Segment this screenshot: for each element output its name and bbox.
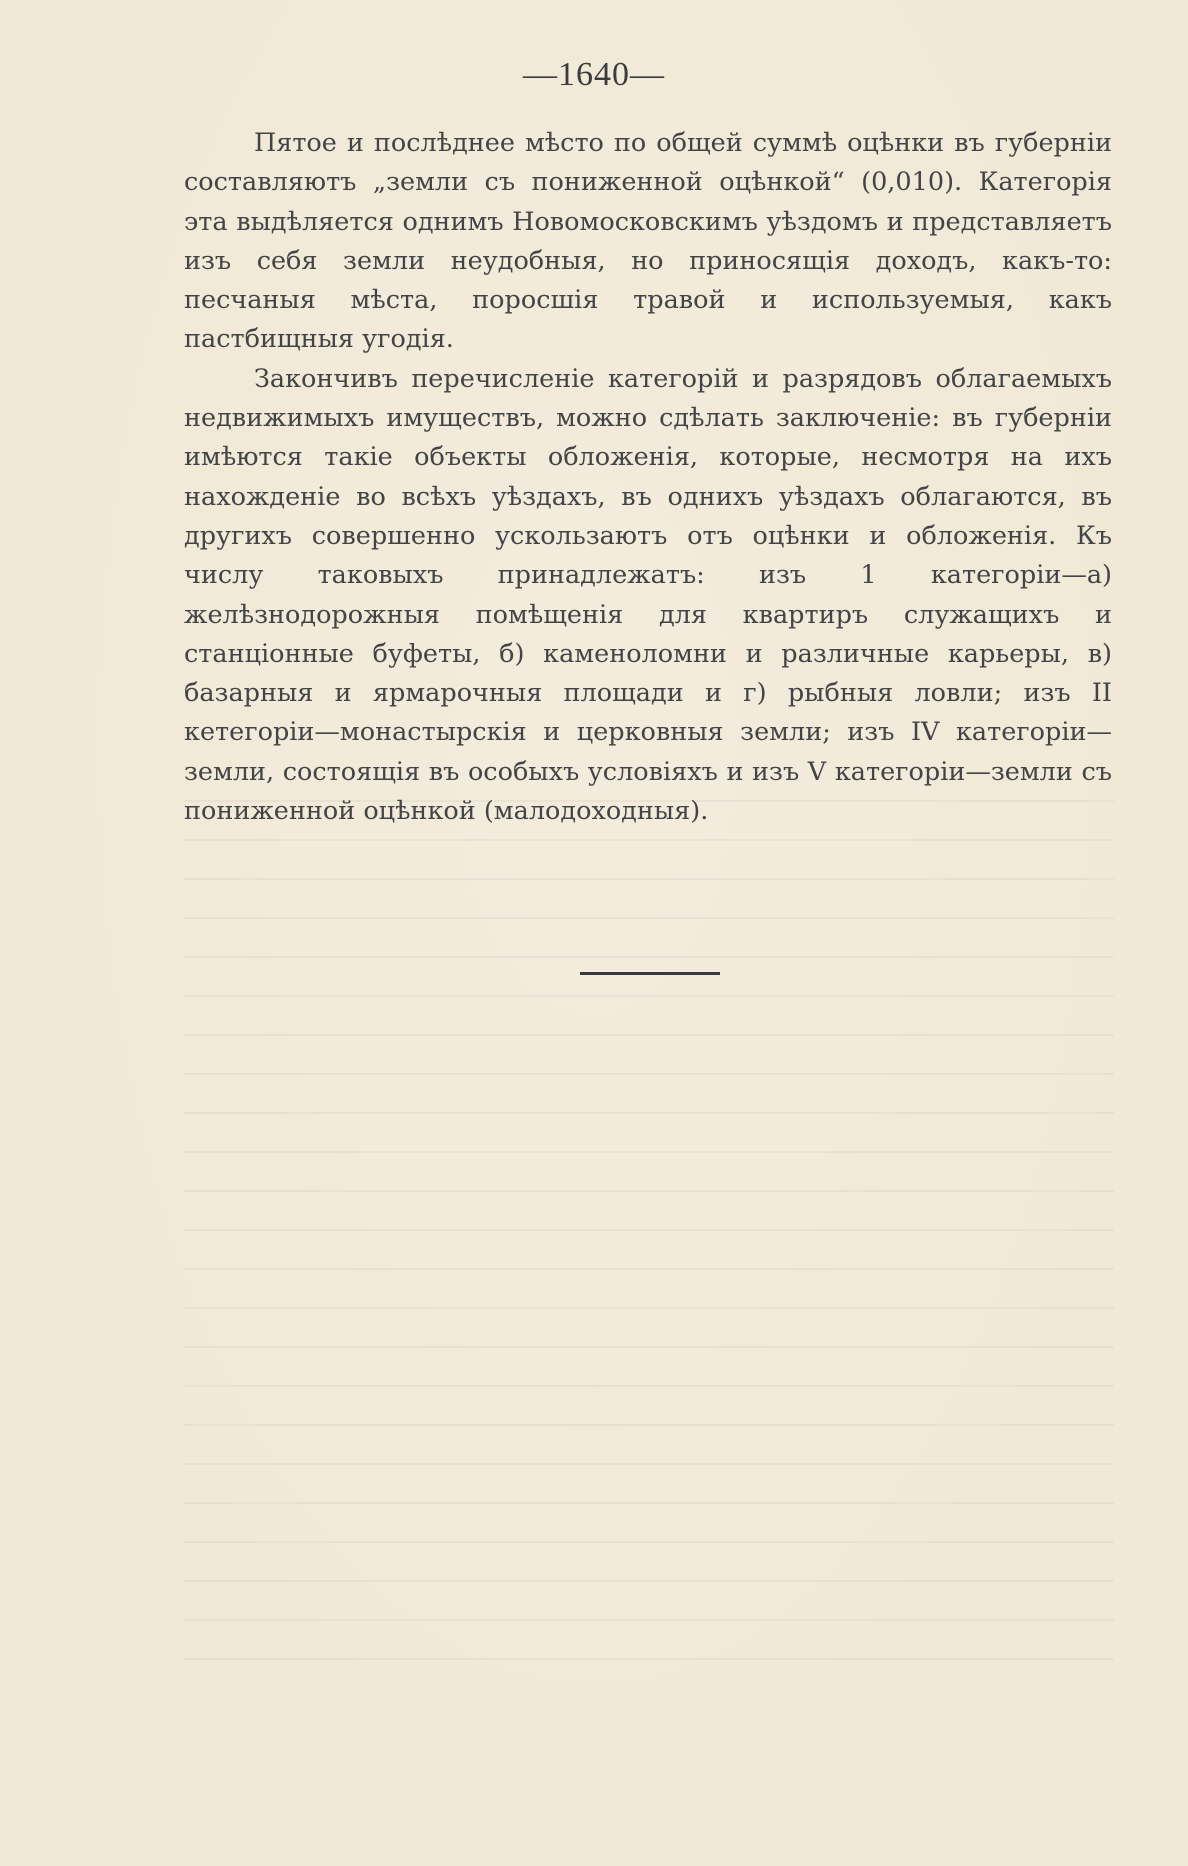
section-end-rule [580, 972, 720, 975]
paragraph-2: Закончивъ перечисленіе категорій и разрядовъ облагаемыхъ недвижимыхъ имуществъ, можно сдѣлать заключеніе: въ губерніи имѣются такіе объекты обложенія, которые, несмотря на ихъ нахожденіе во всѣхъ уѣздахъ, въ однихъ уѣздахъ облагаются, въ другихъ совершенно ускользаютъ отъ оцѣнки и обложенія. Къ числу таковыхъ принадлежатъ: изъ 1 категоріи—а) желѣзнодорожныя помѣщенія для квартиръ служащихъ и станціонные буфеты, б) каменоломни и различные карьеры, в) базарныя и ярмарочныя площади и г) рыбныя ловли; изъ II кетегоріи—монастырскія и церковныя земли; изъ IV категоріи—земли, состоящія въ особыхъ условіяхъ и изъ V категоріи—земли съ пониженной оцѣнкой (малодоходныя). [184, 363, 1112, 827]
page-number: —1640— [523, 56, 665, 93]
bleed-through-texture [184, 800, 1114, 1660]
body-text [184, 124, 1112, 831]
paragraph-1: Пятое и послѣднее мѣсто по общей суммѣ оцѣнки въ губерніи составляютъ „земли съ пониженной оцѣнкой“ (0,010). Категорія эта выдѣляется однимъ Новомосковскимъ уѣздомъ и представляетъ изъ себя земли неудобныя, но приносящія доходъ, какъ-то: песчаныя мѣста, поросшія травой и используемыя, какъ пастбищныя угодія. [184, 128, 1112, 355]
